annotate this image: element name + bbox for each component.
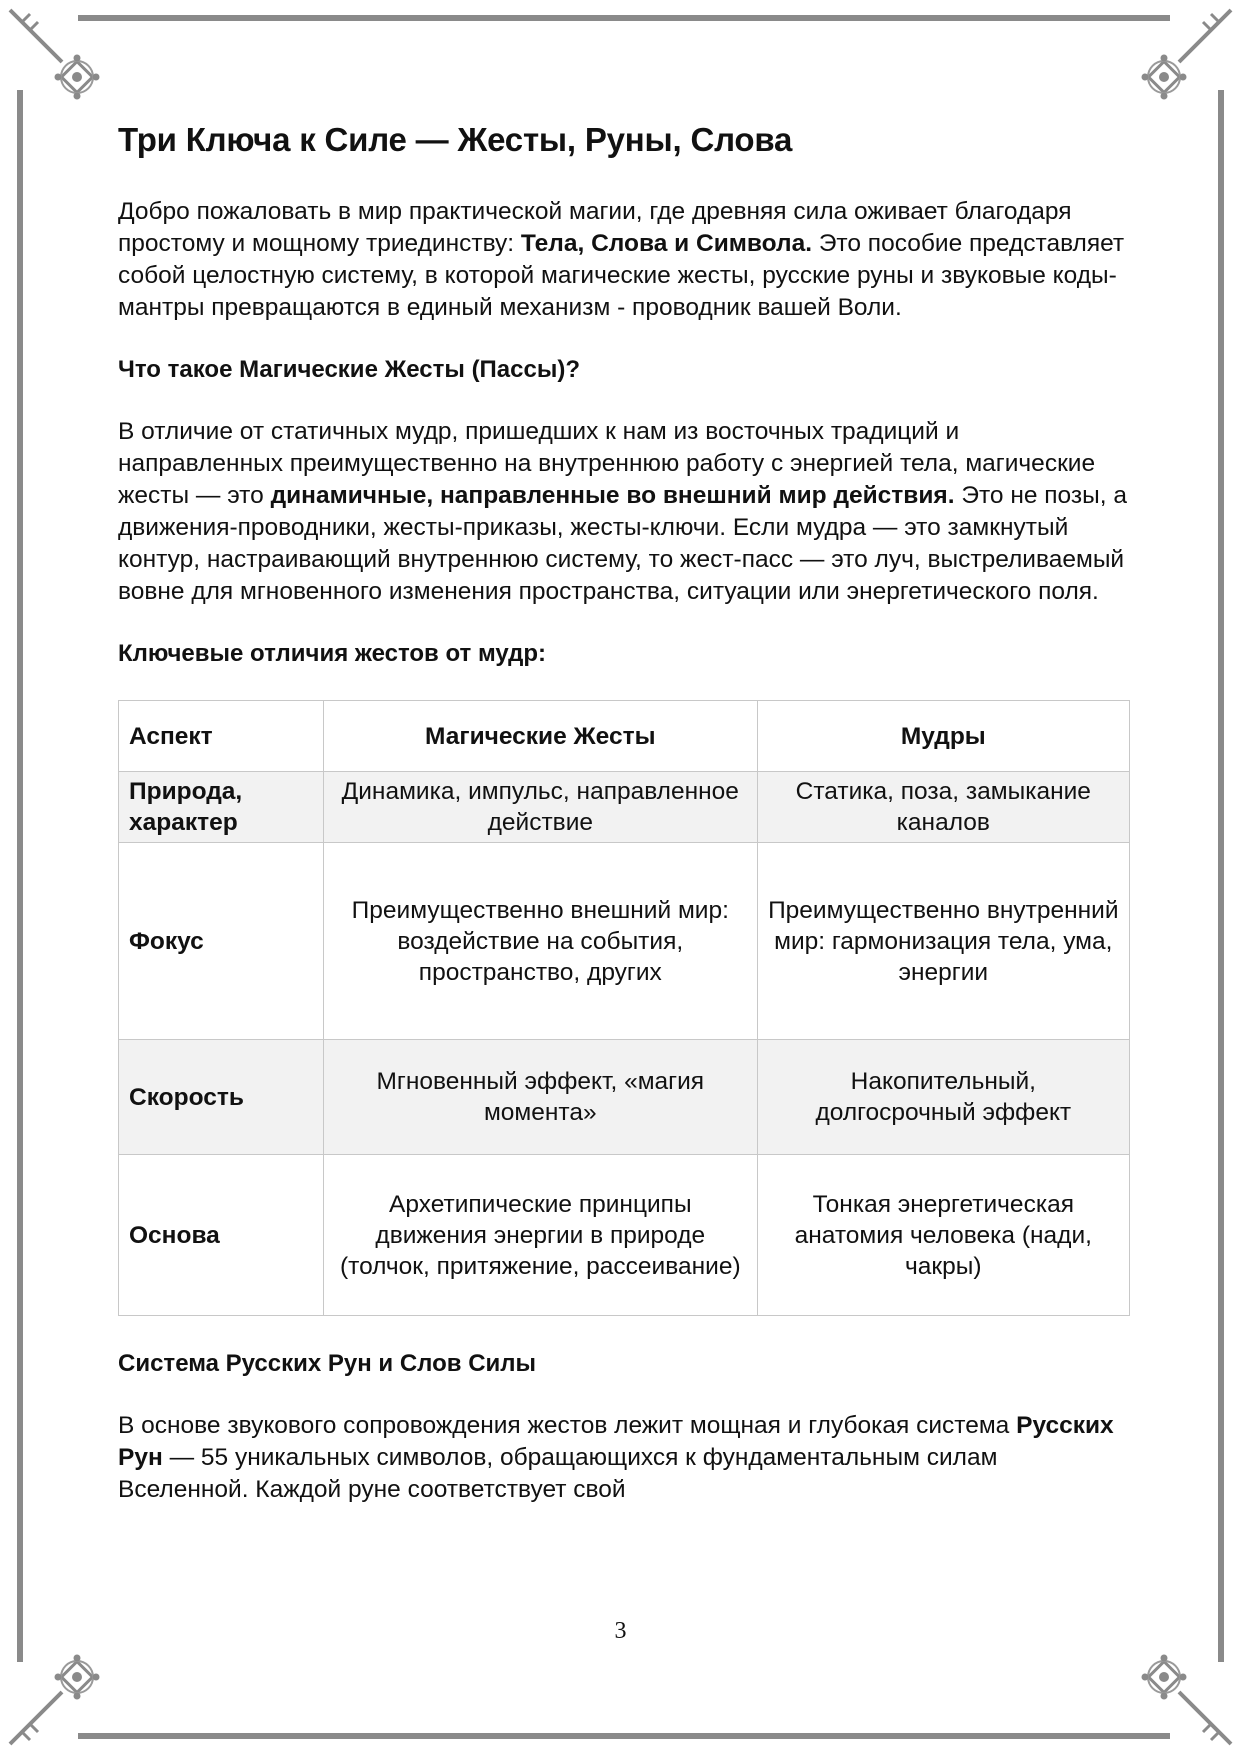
key-ornament-icon xyxy=(1142,1655,1232,1745)
gestures-paragraph xyxy=(118,416,1128,608)
bold-text-run: Русских Рун xyxy=(118,1412,1114,1471)
table-cell-aspect: Природа, характер xyxy=(119,772,324,843)
section-heading-gestures: Что такое Магические Жесты (Пассы)? xyxy=(118,356,580,383)
table-header-gestures: Магические Жесты xyxy=(324,701,758,772)
text-run: Это не позы, а движения-проводники, жесты-приказы, жесты-ключи. Если мудра — это замкнутый контур, настраивающий внутреннюю систему, то жест-пасс — это луч, выстреливаемый вовне для мгновенного изменения пространства, ситуации или энергетического поля. xyxy=(118,482,1127,605)
table-cell-mudras: Преимущественно внутренний мир: гармонизация тела, ума, энергии xyxy=(757,843,1129,1040)
text-run: В основе звукового сопровождения жестов лежит мощная и глубокая система xyxy=(118,1412,1017,1439)
table-cell-gestures: Архетипические принципы движения энергии в природе (толчок, притяжение, рассеивание) xyxy=(324,1155,758,1316)
table-cell-mudras: Статика, поза, замыкание каналов xyxy=(757,772,1129,843)
table-cell-aspect: Скорость xyxy=(119,1040,324,1155)
section-heading-differences: Ключевые отличия жестов от мудр: xyxy=(118,640,547,667)
table-header-mudras: Мудры xyxy=(757,701,1129,772)
table-header-row xyxy=(119,701,1130,772)
text-run: Добро пожаловать в мир практической магии, где древняя сила оживает благодаря простому и мощному триединству: xyxy=(118,198,1072,257)
table-cell-gestures: Динамика, импульс, направленное действие xyxy=(324,772,758,843)
table-cell-aspect: Фокус xyxy=(119,843,324,1040)
key-ornament-icon xyxy=(1142,10,1232,100)
bold-text-run: Тела, Слова и Символа. xyxy=(520,230,813,257)
intro-paragraph xyxy=(118,196,1128,324)
text-run: — 55 уникальных символов, обращающихся к фундаментальным силам Вселенной. Каждой руне соответствует свой xyxy=(118,1444,998,1503)
key-ornament-icon xyxy=(10,10,100,100)
comparison-table xyxy=(118,700,1130,1316)
table-row xyxy=(119,843,1130,1040)
table-row xyxy=(119,1040,1130,1155)
table-cell-mudras: Накопительный, долгосрочный эффект xyxy=(757,1040,1129,1155)
table-row xyxy=(119,772,1130,843)
table-header-aspect: Аспект xyxy=(119,701,324,772)
page-title: Три Ключа к Силе — Жесты, Руны, Слова xyxy=(118,121,793,158)
table-cell-gestures: Преимущественно внешний мир: воздействие на события, пространство, других xyxy=(324,843,758,1040)
text-run: В отличие от статичных мудр, пришедших к нам из восточных традиций и направленных преимущественно на внутреннюю работу с энергией тела, магические жесты — это xyxy=(118,418,1096,509)
table-cell-mudras: Тонкая энергетическая анатомия человека (нади, чакры) xyxy=(757,1155,1129,1316)
page-content xyxy=(118,118,1128,1506)
section-heading-runes: Система Русских Рун и Слов Силы xyxy=(118,1350,537,1377)
bold-text-run: динамичные, направленные во внешний мир действия. xyxy=(270,482,955,509)
table-row xyxy=(119,1155,1130,1316)
text-run: Это пособие представляет собой целостную систему, в которой магические жесты, русские руны и звуковые коды-мантры превращаются в единый механизм - проводник вашей Воли. xyxy=(118,230,1125,321)
table-cell-gestures: Мгновенный эффект, «магия момента» xyxy=(324,1040,758,1155)
page-number: 3 xyxy=(614,1618,627,1644)
table-cell-aspect: Основа xyxy=(119,1155,324,1316)
key-ornament-icon xyxy=(10,1655,100,1745)
runes-paragraph xyxy=(118,1410,1128,1506)
